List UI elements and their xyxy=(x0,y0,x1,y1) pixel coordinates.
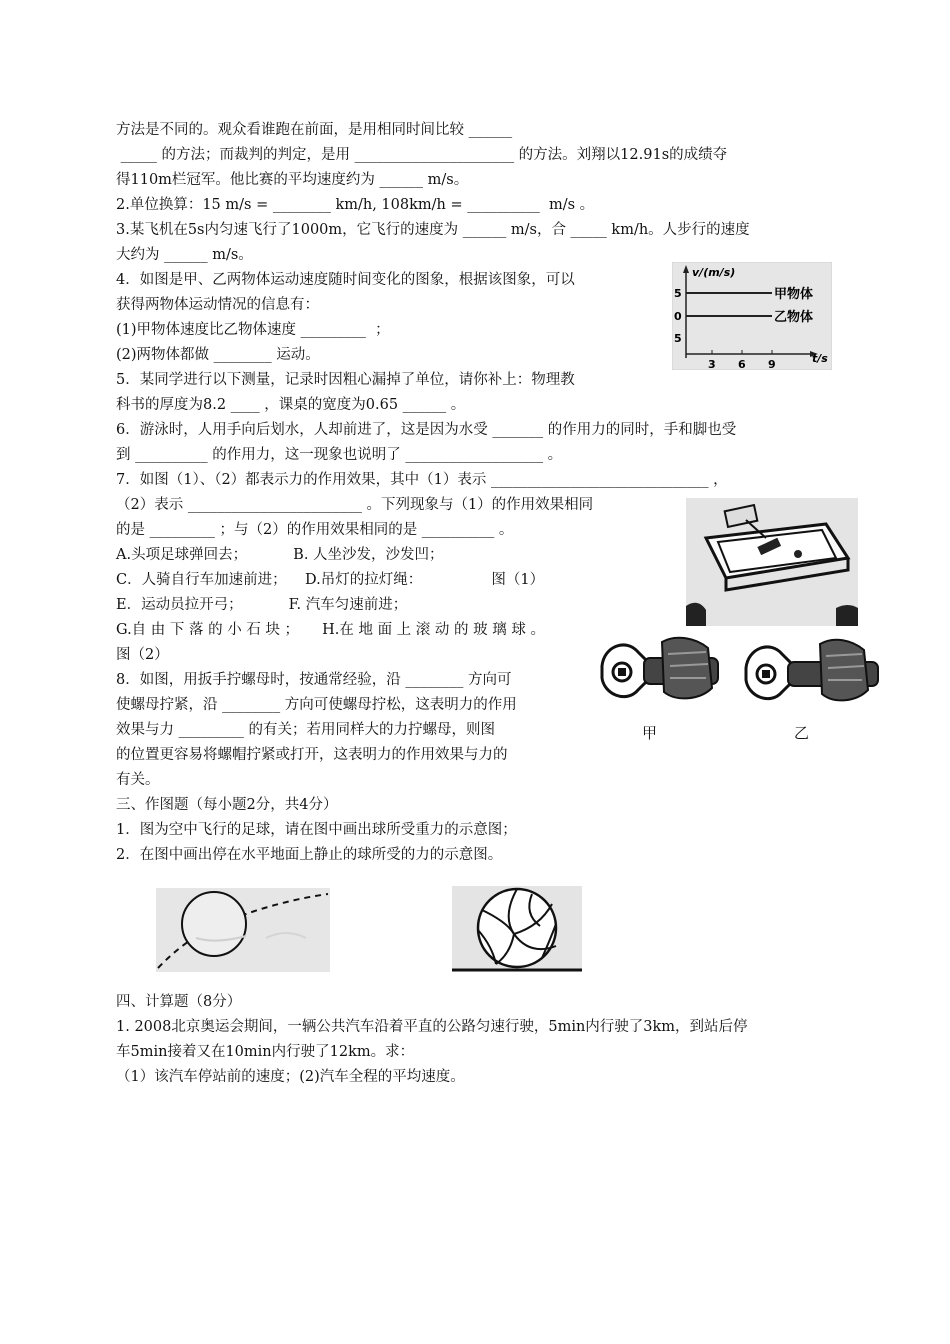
graph-y-tick: 0 xyxy=(674,310,682,323)
graph-x-tick: 9 xyxy=(768,358,776,370)
text-line: 1．图为空中飞行的足球，请在图中画出球所受重力的示意图； xyxy=(116,822,517,838)
graph-x-axis-label: t/s xyxy=(812,352,828,365)
text-line: (1)甲物体速度比乙物体速度 _________ ； xyxy=(116,322,390,338)
text-line: (2)两物体都做 ________ 运动。 xyxy=(116,347,320,363)
text-line: 效果与力 _________ 的有关；若用同样大的力拧螺母，则图 xyxy=(116,722,495,738)
text-line: 6．游泳时，人用手向后划水，人却前进了，这是因为水受 _______ 的作用力的同时，手和脚也受 xyxy=(116,422,737,438)
series-label-yi: 乙物体 xyxy=(774,310,814,325)
text-line: G.自 由 下 落 的 小 石 块 ； H.在 地 面 上 滚 动 的 玻 璃 球 。 xyxy=(116,622,545,638)
wrench-label-yi: 乙 xyxy=(794,724,810,742)
text-line: 到 __________ 的作用力，这一现象也说明了 ___________________ 。 xyxy=(116,447,563,463)
figure-1-illustration xyxy=(686,498,858,626)
text-line: 科书的厚度为8.2 ____ ，课桌的宽度为0.65 ______ 。 xyxy=(116,397,466,413)
text-line: _____ 的方法；而裁判的判定，是用 ______________________ 的方法。刘翔以12.91s的成绩夺 xyxy=(116,147,728,163)
wrench-figure-yi xyxy=(740,632,886,720)
text-line: 5．某同学进行以下测量，记录时因粗心漏掉了单位，请你补上：物理教 xyxy=(116,372,575,388)
graph-x-tick: 6 xyxy=(738,358,746,370)
text-line: 1. 2008北京奥运会期间，一辆公共汽车沿着平直的公路匀速行驶，5min内行驶了3km，到站后停 xyxy=(116,1019,748,1035)
text-line: 3.某飞机在5s内匀速飞行了1000m，它飞行的速度为 ______ m/s，合 _____ km/h。人步行的速度 xyxy=(116,222,750,238)
text-line: （2）表示 ________________________ 。下列现象与（1）的作用效果相同 xyxy=(116,497,594,513)
text-line: C．人骑自行车加速前进； D.吊灯的拉灯绳： 图（1） xyxy=(116,572,545,588)
text-line: 获得两物体运动情况的信息有： xyxy=(116,297,319,313)
wrench-figure-jia xyxy=(596,628,730,720)
text-line: 的位置更容易将螺帽拧紧或打开，这表明力的作用效果与力的 xyxy=(116,747,508,763)
volleyball-on-ground-figure xyxy=(452,886,582,974)
text-line: 使螺母拧紧，沿 ________ 方向可使螺母拧松，这表明力的作用 xyxy=(116,697,517,713)
graph-y-axis-label: v/(m/s) xyxy=(692,266,736,279)
graph-y-tick: 5 xyxy=(674,287,682,300)
section-heading: 四、计算题（8分） xyxy=(116,994,242,1010)
series-label-jia: 甲物体 xyxy=(774,287,814,302)
graph-y-tick: 5 xyxy=(674,332,682,345)
text-line: 2．在图中画出停在水平地面上静止的球所受的力的示意图。 xyxy=(116,847,503,863)
text-line: 4．如图是甲、乙两物体运动速度随时间变化的图象，根据该图象，可以 xyxy=(116,272,575,288)
text-line: 车5min接着又在10min内行驶了12km。求： xyxy=(116,1044,415,1060)
graph-x-tick: 3 xyxy=(708,358,716,370)
text-line: 得110m栏冠军。他比赛的平均速度约为 ______ m/s。 xyxy=(116,172,469,188)
text-line: 有关。 xyxy=(116,772,160,788)
text-line: （1）该汽车停站前的速度；(2)汽车全程的平均速度。 xyxy=(116,1069,465,1085)
text-line: 的是 _________ ；与（2）的作用效果相同的是 __________ 。 xyxy=(116,522,514,538)
text-line: 大约为 ______ m/s。 xyxy=(116,247,253,263)
wrench-label-jia: 甲 xyxy=(642,724,658,742)
text-line: 8．如图，用扳手拧螺母时，按通常经验，沿 ________ 方向可 xyxy=(116,672,512,688)
text-line: 方法是不同的。观众看谁跑在前面，是用相同时间比较 ______ xyxy=(116,122,513,138)
text-line: 图（2） xyxy=(116,647,169,663)
velocity-time-graph xyxy=(672,262,832,370)
text-line: E．运动员拉开弓； F. 汽车匀速前进； xyxy=(116,597,408,613)
text-line: A.头项足球弹回去； B. 人坐沙发，沙发凹； xyxy=(116,547,444,563)
text-line: 2.单位换算：15 m/s = ________ km/h, 108km/h = __________ m/s 。 xyxy=(116,197,595,213)
section-heading: 三、作图题（每小题2分，共4分） xyxy=(116,797,338,813)
text-line: 7．如图（1）、（2）都表示力的作用效果，其中（1）表示 ______________________________ ， xyxy=(116,472,728,488)
football-in-flight-figure xyxy=(156,888,330,972)
